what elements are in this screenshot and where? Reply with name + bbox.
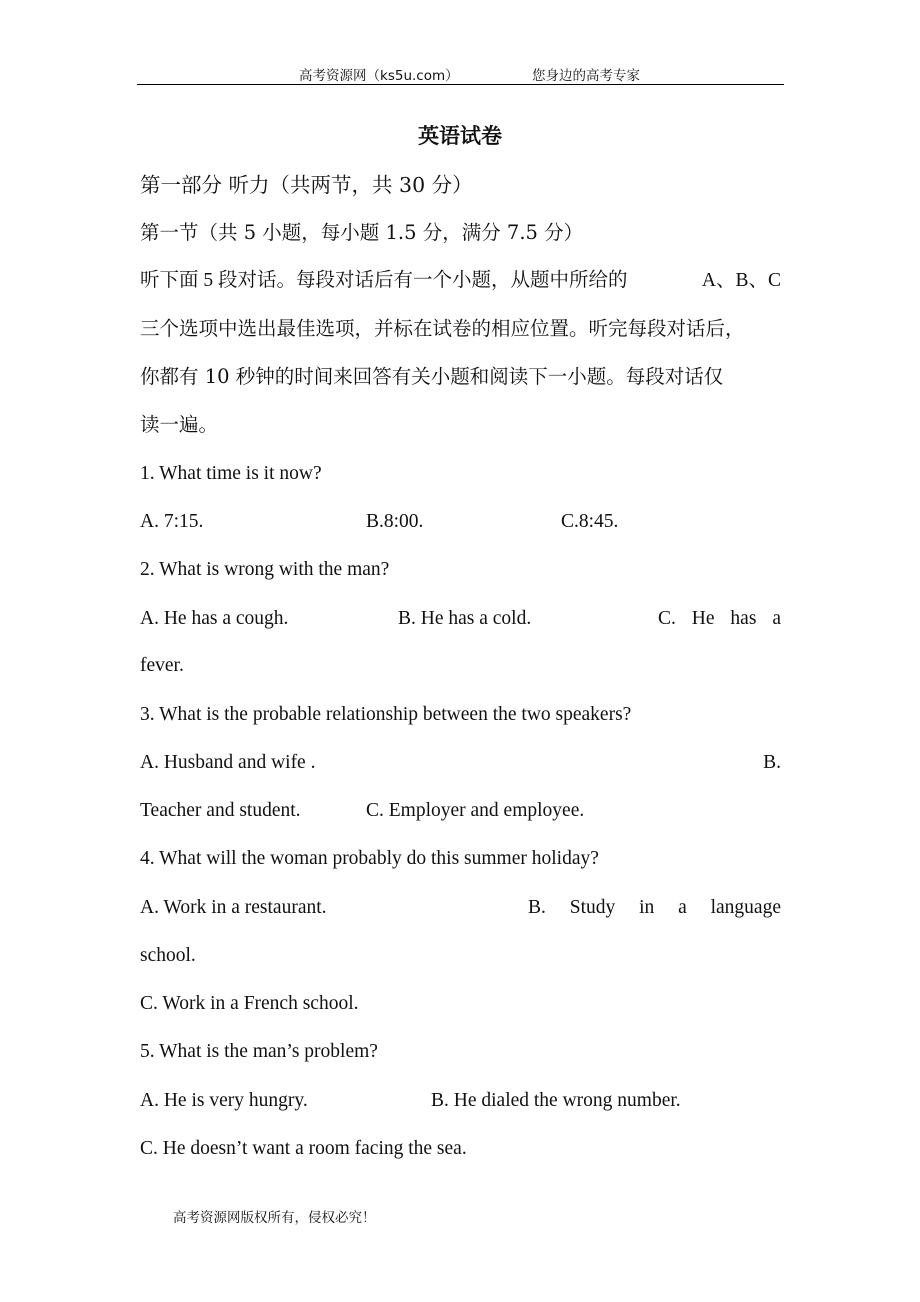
question-5-stem: 5. What is the man’s problem? bbox=[140, 1041, 378, 1062]
question-2-stem: 2. What is wrong with the man? bbox=[140, 559, 390, 580]
question-1-option-a: A. 7:15. bbox=[140, 511, 204, 532]
question-4-option-b-word: in bbox=[639, 897, 655, 918]
footer-copyright: 高考资源网版权所有，侵权必究！ bbox=[173, 1210, 376, 1226]
instructions-line-3: 你都有 10 秒钟的时间来回答有关小题和阅读下一小题。每段对话仅 bbox=[140, 365, 724, 388]
part-heading: 第一部分 听力（共两节，共 30 分） bbox=[140, 173, 473, 197]
instructions-line-1-options: A、B、C bbox=[701, 270, 781, 291]
question-4-option-a: A. Work in a restaurant. bbox=[140, 897, 327, 918]
question-4-stem: 4. What will the woman probably do this summer holiday? bbox=[140, 848, 599, 869]
header-divider bbox=[137, 84, 784, 85]
question-4-option-b-word: B. bbox=[528, 897, 546, 918]
question-3-option-c: C. Employer and employee. bbox=[366, 800, 585, 821]
question-2-option-c-word: a bbox=[772, 608, 781, 629]
question-4-option-c: C. Work in a French school. bbox=[140, 993, 359, 1014]
question-1-option-c: C.8:45. bbox=[561, 511, 619, 532]
question-2-option-c-word: C. bbox=[658, 608, 676, 629]
instructions-line-1-text: 听下面 5 段对话。每段对话后有一个小题，从题中所给的 bbox=[140, 270, 628, 291]
question-4-option-b-word: Study bbox=[569, 897, 616, 918]
question-2-option-c-word: has bbox=[730, 608, 757, 629]
question-4-option-b-wrap: school. bbox=[140, 945, 196, 966]
question-5-option-c: C. He doesn’t want a room facing the sea. bbox=[140, 1138, 467, 1159]
instructions-line-1 bbox=[140, 266, 781, 296]
question-2-option-c-word: He bbox=[691, 608, 715, 629]
question-4-option-b bbox=[528, 893, 781, 923]
instructions-line-4: 读一遍。 bbox=[140, 413, 219, 436]
question-3-stem: 3. What is the probable relationship between the two speakers? bbox=[140, 704, 632, 725]
question-2-option-a: A. He has a cough. bbox=[140, 608, 289, 629]
question-3-options-row bbox=[140, 748, 781, 778]
page-title: 英语试卷 bbox=[418, 123, 502, 148]
question-3-option-b-label: B. bbox=[763, 752, 781, 773]
instructions-line-2: 三个选项中选出最佳选项，并标在试卷的相应位置。听完每段对话后， bbox=[140, 317, 745, 340]
question-4-option-b-word: language bbox=[710, 897, 781, 918]
question-5-option-b: B. He dialed the wrong number. bbox=[431, 1090, 681, 1111]
header-site: 高考资源网（ks5u.com） bbox=[299, 68, 459, 84]
question-3-option-b-wrap: Teacher and student. bbox=[140, 800, 301, 821]
header-slogan: 您身边的高考专家 bbox=[532, 68, 640, 84]
question-2-option-c bbox=[658, 604, 781, 634]
question-1-stem: 1. What time is it now? bbox=[140, 463, 322, 484]
question-4-option-b-word: a bbox=[678, 897, 687, 918]
question-2-option-b: B. He has a cold. bbox=[398, 608, 532, 629]
question-2-option-c-wrap: fever. bbox=[140, 655, 184, 676]
question-3-option-a: A. Husband and wife . bbox=[140, 752, 316, 773]
question-1-option-b: B.8:00. bbox=[366, 511, 424, 532]
question-5-option-a: A. He is very hungry. bbox=[140, 1090, 308, 1111]
section-heading: 第一节（共 5 小题，每小题 1.5 分，满分 7.5 分） bbox=[140, 221, 584, 244]
